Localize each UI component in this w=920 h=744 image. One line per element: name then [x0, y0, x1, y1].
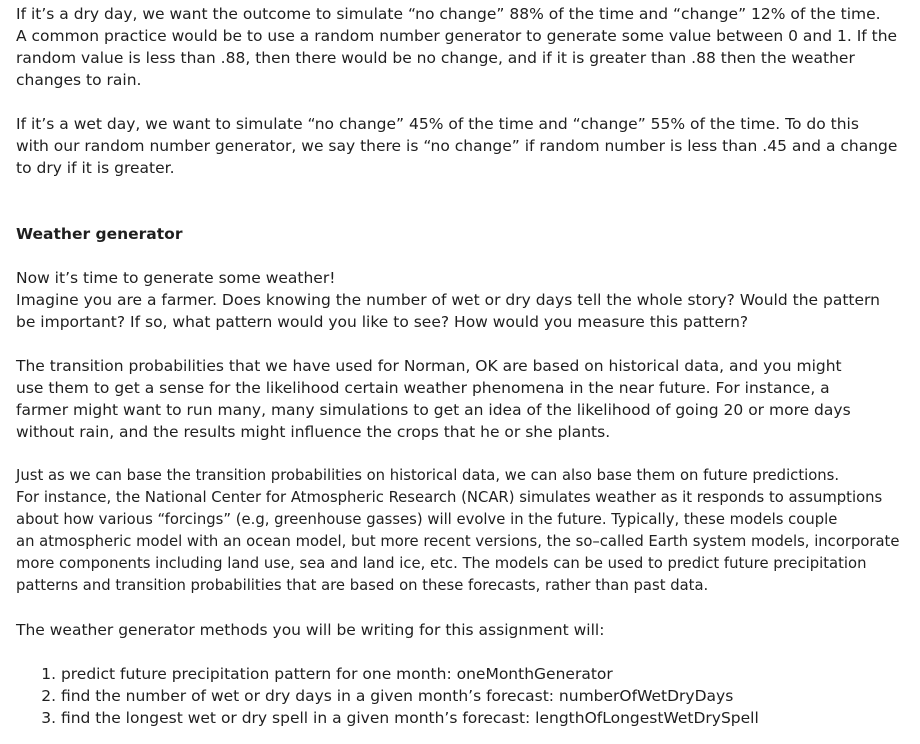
paragraph-line: random value is less than .88, then there would be no change, and if it is greater than .88 then the weather [16, 49, 855, 67]
paragraph-line: patterns and transition probabilities that are based on these forecasts, rather than past data. [16, 577, 709, 594]
wet-day-paragraph [16, 113, 904, 179]
paragraph-line: Imagine you are a farmer. Does knowing the number of wet or dry days tell the whole story? Would the pattern [16, 291, 880, 309]
list-item [40, 685, 904, 707]
list-item-text: find the longest wet or dry spell in a given month’s forecast: lengthOfLongestWetDrySpell [60, 709, 759, 727]
list-item-number: 1. [41, 665, 56, 683]
paragraph-spacer [16, 641, 904, 663]
paragraph-line: to dry if it is greater. [16, 159, 175, 177]
paragraph-line: Just as we can base the transition probabilities on historical data, we can also base them on future predictions. [16, 467, 840, 484]
methods-list [16, 663, 904, 729]
paragraph-line: an atmospheric model with an ocean model, but more recent versions, the so–called Earth system models, incorporate [16, 533, 900, 550]
paragraph-line: If it’s a wet day, we want to simulate “no change” 45% of the time and “change” 55% of the time. To do this [16, 115, 859, 133]
paragraph-spacer [16, 333, 904, 355]
paragraph-line: without rain, and the results might influence the crops that he or she plants. [16, 423, 611, 441]
paragraph-line: Now it’s time to generate some weather! [16, 269, 336, 287]
transition-paragraph [16, 355, 904, 443]
section-heading: Weather generator [16, 225, 183, 243]
list-item [40, 663, 904, 685]
methods-intro: The weather generator methods you will be writing for this assignment will: [16, 621, 605, 639]
paragraph-line: For instance, the National Center for Atmospheric Research (NCAR) simulates weather as it responds to assumptions [16, 489, 883, 506]
paragraph-spacer [16, 443, 904, 465]
list-item-number: 2. [41, 687, 56, 705]
paragraph-line: be important? If so, what pattern would you like to see? How would you measure this pattern? [16, 313, 749, 331]
paragraph-line: with our random number generator, we say there is “no change” if random number is less than .45 and a change [16, 137, 898, 155]
list-item-text: predict future precipitation pattern for one month: oneMonthGenerator [60, 665, 613, 683]
dry-day-paragraph [16, 3, 904, 91]
paragraph-line: If it’s a dry day, we want the outcome to simulate “no change” 88% of the time and “change” 12% of the time. [16, 5, 881, 23]
paragraph-line: farmer might want to run many, many simulations to get an idea of the likelihood of going 20 or more days [16, 401, 851, 419]
paragraph-line: use them to get a sense for the likelihood certain weather phenomena in the near future. For instance, a [16, 379, 830, 397]
paragraph-line: about how various “forcings” (e.g, greenhouse gasses) will evolve in the future. Typically, these models couple [16, 511, 838, 528]
future-paragraph [16, 465, 904, 597]
list-item [40, 707, 904, 729]
section-spacer [16, 179, 904, 223]
paragraph-line: more components including land use, sea and land ice, etc. The models can be used to predict future precipitation [16, 555, 867, 572]
intro-paragraph [16, 267, 904, 333]
paragraph-line: A common practice would be to use a random number generator to generate some value between 0 and 1. If the [16, 27, 898, 45]
paragraph-spacer [16, 91, 904, 113]
paragraph-line: The transition probabilities that we have used for Norman, OK are based on historical data, and you might [16, 357, 842, 375]
paragraph-spacer [16, 245, 904, 267]
list-item-number: 3. [41, 709, 56, 727]
paragraph-spacer [16, 597, 904, 619]
paragraph-line: changes to rain. [16, 71, 142, 89]
list-item-text: find the number of wet or dry days in a given month’s forecast: numberOfWetDryDays [60, 687, 734, 705]
